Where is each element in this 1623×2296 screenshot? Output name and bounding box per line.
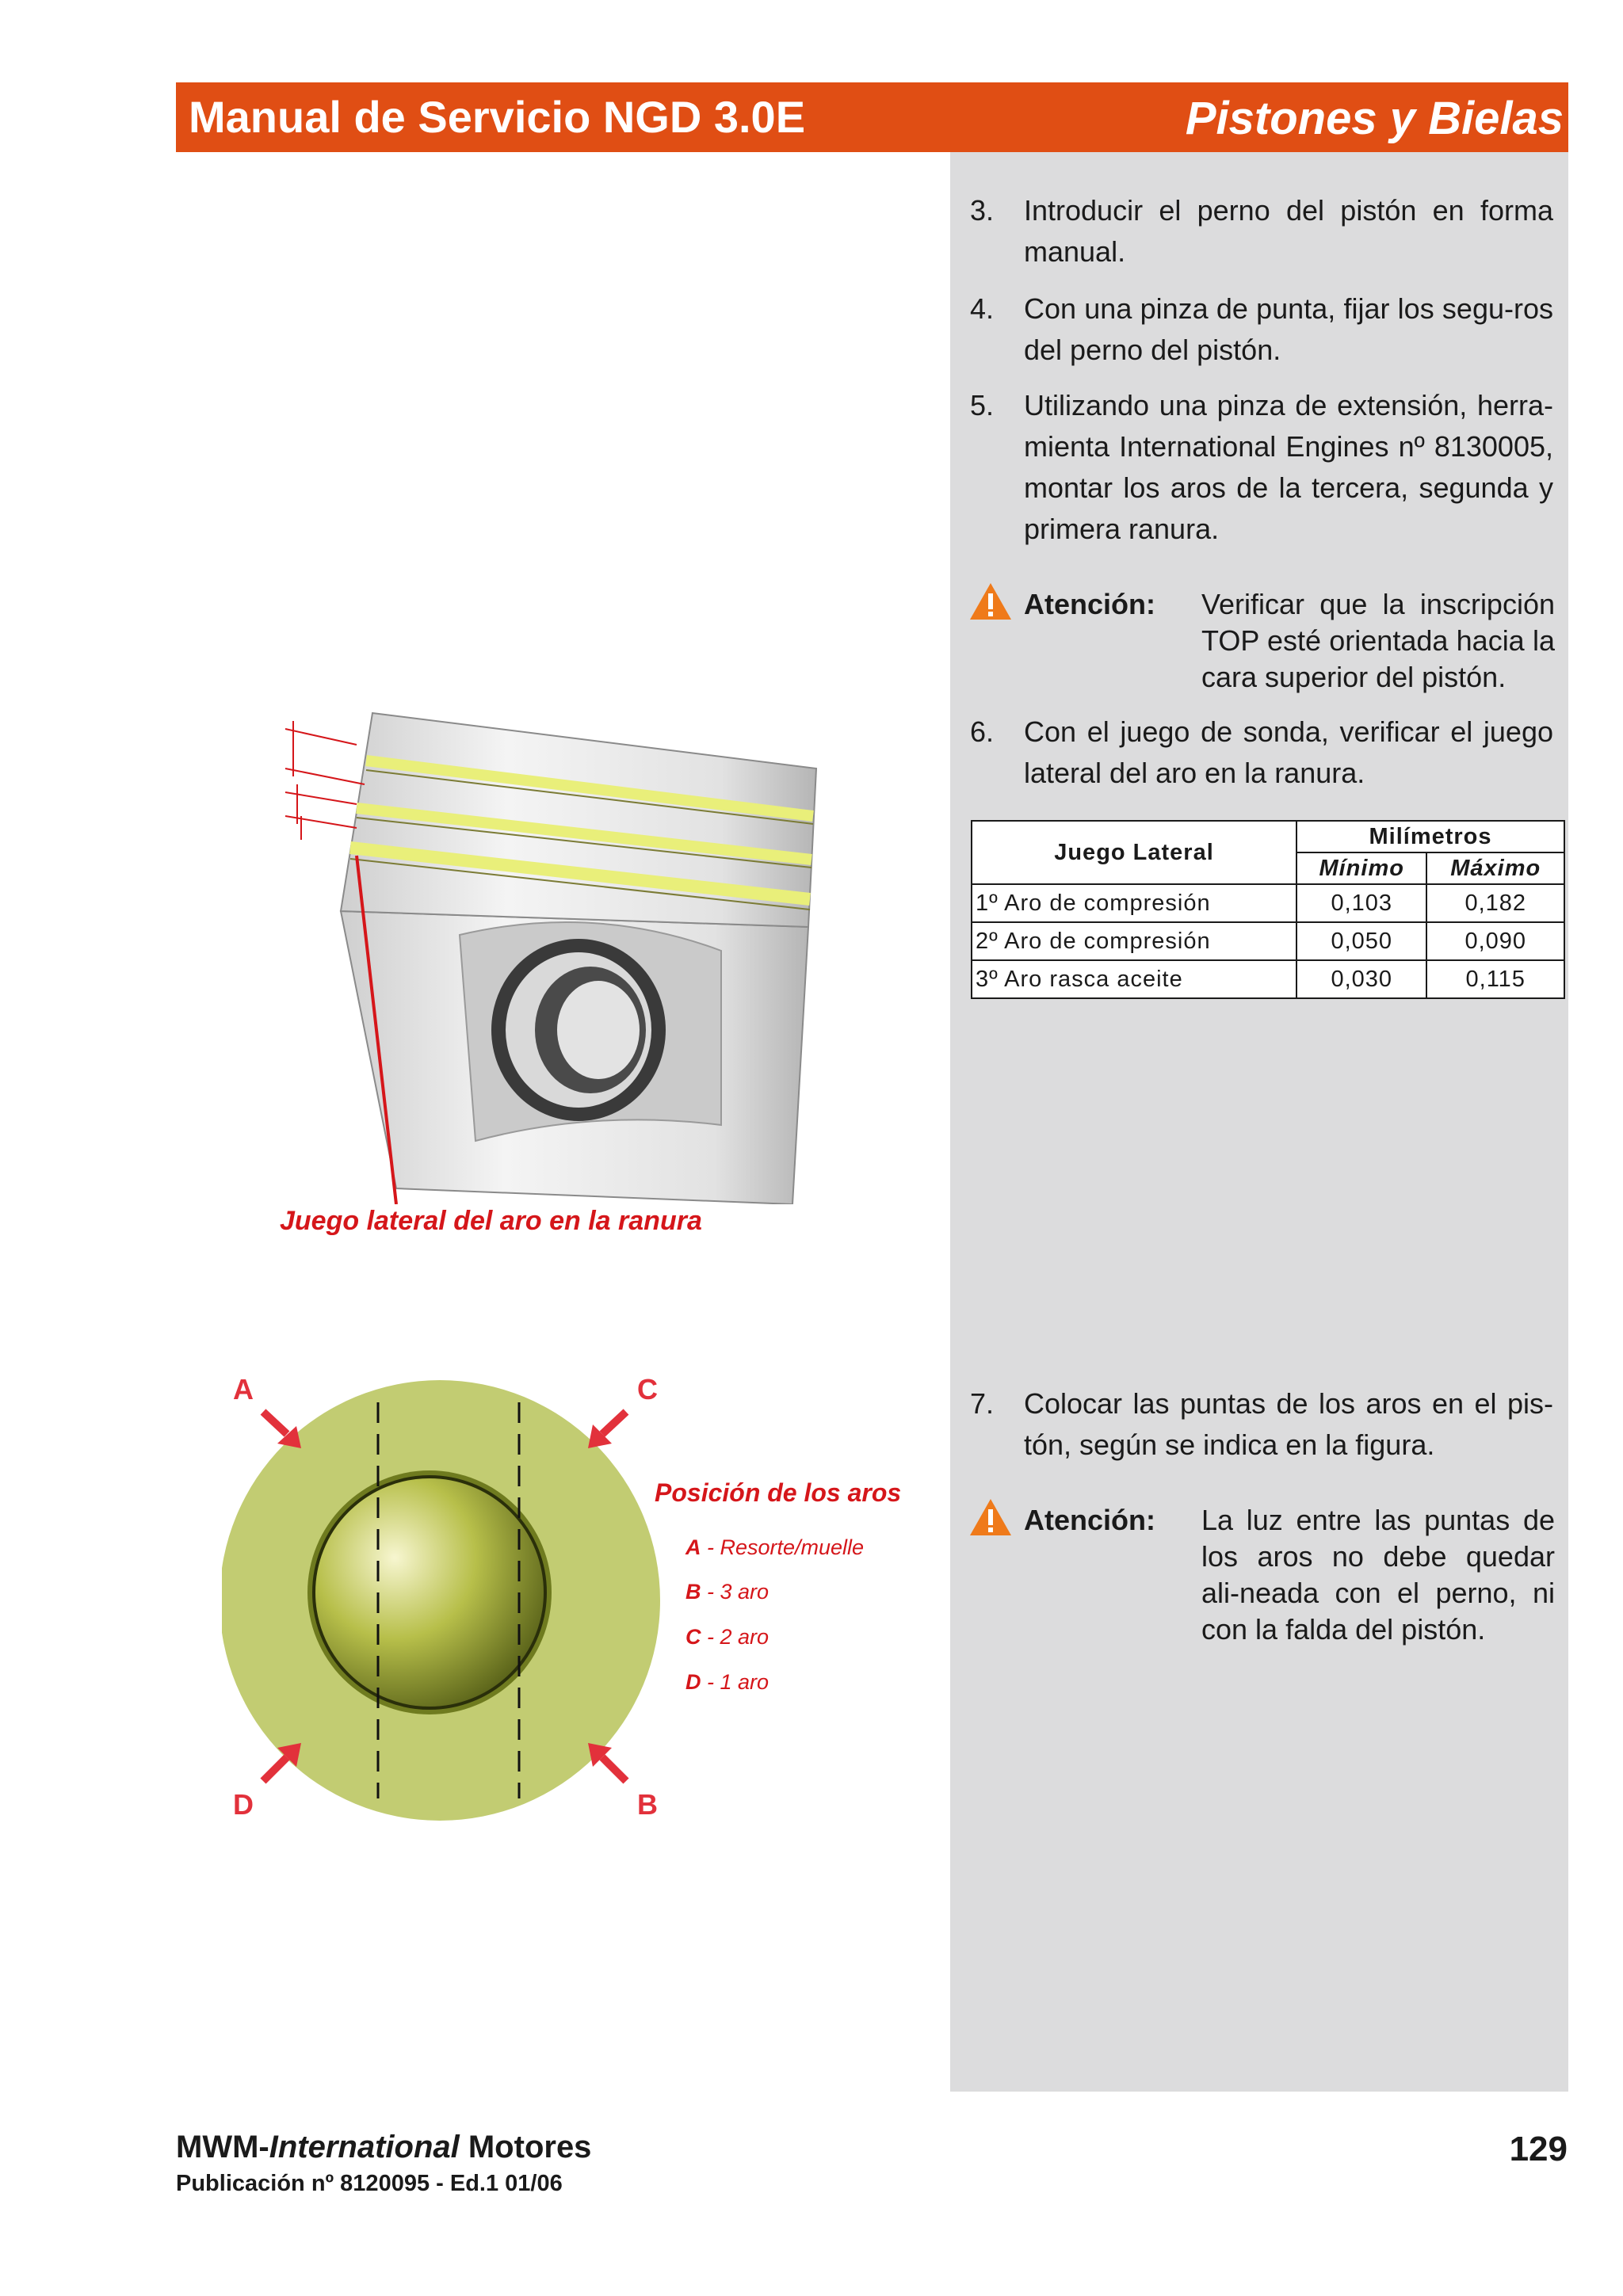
ring-position-diagram xyxy=(222,1371,682,1830)
page-number: 129 xyxy=(1509,2130,1568,2168)
step-7 xyxy=(970,1383,1553,1466)
step-number: 3. xyxy=(970,194,995,227)
section-title: Pistones y Bielas xyxy=(1185,93,1564,144)
warning-1 xyxy=(968,586,1555,697)
warning-triangle-icon xyxy=(968,1497,1013,1537)
footer-brand: MWM-International Motores xyxy=(176,2130,592,2164)
legend-item: A - Resorte/muelle xyxy=(685,1535,865,1559)
piston-side-illustration xyxy=(277,697,848,1204)
warning-text: La luz entre las puntas de los aros no debe quedar ali-neada con el perno, ni con la falda del pistón. xyxy=(1201,1504,1555,1646)
marker-a-label: A xyxy=(233,1373,254,1405)
step-text: Colocar las puntas de los aros en el pis-tón, según se indica en la figura. xyxy=(1024,1387,1553,1461)
step-text: Introducir el perno del pistón en forma manual. xyxy=(1024,194,1553,268)
table-cell-max: 0,182 xyxy=(1426,884,1564,922)
table-cell-min: 0,103 xyxy=(1296,884,1426,922)
side-clearance-table xyxy=(971,820,1565,999)
table-col-max: Máximo xyxy=(1426,852,1564,884)
step-number: 5. xyxy=(970,389,995,421)
warning-label: Atención: xyxy=(1024,1504,1155,1536)
table-group-header: Milímetros xyxy=(1296,821,1564,852)
table-cell-label: 3º Aro rasca aceite xyxy=(972,960,1296,998)
step-3 xyxy=(970,190,1553,273)
step-number: 6. xyxy=(970,715,995,748)
table-row xyxy=(972,884,1564,922)
marker-b-label: B xyxy=(637,1788,658,1821)
marker-c-label: C xyxy=(637,1373,658,1405)
step-number: 7. xyxy=(970,1387,995,1420)
step-6 xyxy=(970,711,1553,794)
step-4 xyxy=(970,288,1553,371)
marker-d-label: D xyxy=(233,1788,254,1821)
header-bar xyxy=(176,82,1568,152)
table-row xyxy=(972,922,1564,960)
warning-2 xyxy=(968,1502,1555,1648)
footer-publication: Publicación nº 8120095 - Ed.1 01/06 xyxy=(176,2171,563,2196)
table-col-min: Mínimo xyxy=(1296,852,1426,884)
table-cell-min: 0,030 xyxy=(1296,960,1426,998)
figure2-title: Posición de los aros xyxy=(655,1478,902,1507)
table-row-header: Juego Lateral xyxy=(972,821,1296,884)
warning-label: Atención: xyxy=(1024,588,1155,620)
table-cell-label: 1º Aro de compresión xyxy=(972,884,1296,922)
legend-item: D - 1 aro xyxy=(685,1670,769,1694)
table-cell-max: 0,090 xyxy=(1426,922,1564,960)
warning-text: Verificar que la inscripción TOP esté orientada hacia la cara superior del pistón. xyxy=(1201,588,1555,693)
step-text: Con el juego de sonda, verificar el juego lateral del aro en la ranura. xyxy=(1024,715,1553,789)
step-5 xyxy=(970,385,1553,550)
step-text: Utilizando una pinza de extensión, herra-mienta International Engines nº 8130005, montar los aros de la tercera, segunda y primera ranura. xyxy=(1024,389,1553,545)
legend-item: C - 2 aro xyxy=(685,1625,769,1649)
table-cell-label: 2º Aro de compresión xyxy=(972,922,1296,960)
step-number: 4. xyxy=(970,292,995,325)
table-cell-max: 0,115 xyxy=(1426,960,1564,998)
figure1-caption: Juego lateral del aro en la ranura xyxy=(280,1206,702,1236)
step-text: Con una pinza de punta, fijar los segu-ros del perno del pistón. xyxy=(1024,292,1553,366)
warning-triangle-icon xyxy=(968,582,1013,621)
table-row xyxy=(972,960,1564,998)
manual-title: Manual de Servicio NGD 3.0E xyxy=(189,92,806,142)
table-cell-min: 0,050 xyxy=(1296,922,1426,960)
legend-item: B - 3 aro xyxy=(685,1580,769,1604)
